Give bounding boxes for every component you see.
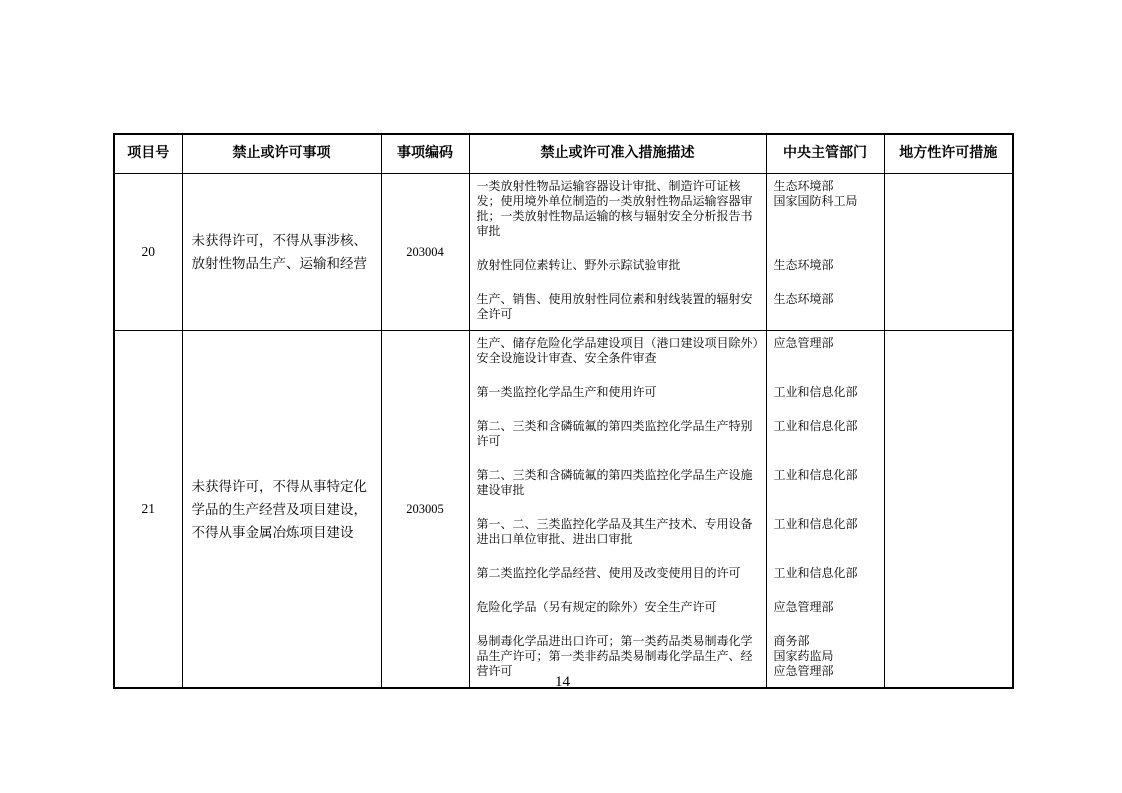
department-name: 工业和信息化部	[773, 566, 858, 580]
measure-text: 生产、销售、使用放射性同位素和射线装置的辐射安全许可	[469, 287, 766, 331]
measure-text: 一类放射性物品运输容器设计审批、制造许可证核发；使用境外单位制造的一类放射性物品运输容器审批；一类放射性物品运输的核与辐射安全分析报告书审批	[469, 174, 766, 254]
department-cell	[766, 414, 884, 463]
department-name: 生态环境部	[773, 292, 834, 306]
department-name: 国家国防科工局	[773, 194, 858, 208]
department-cell	[766, 595, 884, 629]
department-cell	[766, 512, 884, 561]
measure-text: 第一类监控化学品生产和使用许可	[469, 380, 766, 414]
table-row	[114, 331, 1013, 381]
department-name: 生态环境部	[773, 258, 834, 272]
local-measures-cell	[884, 174, 1013, 331]
department-cell	[766, 253, 884, 287]
header-prohibited-matter: 禁止或许可事项	[182, 134, 381, 174]
table-row	[114, 174, 1013, 254]
measure-text: 放射性同位素转让、野外示踪试验审批	[469, 253, 766, 287]
measure-text: 第二类监控化学品经营、使用及改变使用目的许可	[469, 561, 766, 595]
measure-text: 第二、三类和含磷硫氟的第四类监控化学品生产设施建设审批	[469, 463, 766, 512]
department-name: 生态环境部	[773, 179, 834, 193]
code-cell: 203005	[381, 331, 469, 689]
department-name: 应急管理部	[773, 336, 834, 350]
access-measures-table	[113, 133, 1014, 689]
department-name: 国家药监局	[773, 649, 834, 663]
measure-text: 易制毒化学品进出口许可；第一类药品类易制毒化学品生产许可；第一类非药品类易制毒化学品生产、经营许可	[469, 629, 766, 688]
department-name: 工业和信息化部	[773, 517, 858, 531]
department-cell	[766, 287, 884, 331]
department-name: 商务部	[773, 634, 810, 648]
page-number: 14	[555, 674, 570, 690]
table-header-row	[114, 134, 1013, 174]
department-cell	[766, 463, 884, 512]
local-measures-cell	[884, 331, 1013, 689]
department-cell	[766, 561, 884, 595]
measure-text: 第二、三类和含磷硫氟的第四类监控化学品生产特别许可	[469, 414, 766, 463]
code-cell: 203004	[381, 174, 469, 331]
header-matter-code: 事项编码	[381, 134, 469, 174]
header-central-department: 中央主管部门	[766, 134, 884, 174]
item-number-cell: 20	[114, 174, 182, 331]
header-local-measures: 地方性许可措施	[884, 134, 1013, 174]
department-name: 工业和信息化部	[773, 419, 858, 433]
header-measure-description: 禁止或许可准入措施描述	[469, 134, 766, 174]
department-name: 工业和信息化部	[773, 385, 858, 399]
measure-text: 危险化学品（另有规定的除外）安全生产许可	[469, 595, 766, 629]
item-text-cell: 未获得许可，不得从事特定化学品的生产经营及项目建设，不得从事金属冶炼项目建设	[182, 331, 381, 689]
measure-text: 第一、二、三类监控化学品及其生产技术、专用设备进出口单位审批、进出口审批	[469, 512, 766, 561]
item-number-cell: 21	[114, 331, 182, 689]
department-cell	[766, 174, 884, 254]
department-cell	[766, 380, 884, 414]
department-cell	[766, 331, 884, 381]
department-name: 应急管理部	[773, 600, 834, 614]
department-name: 工业和信息化部	[773, 468, 858, 482]
header-item-number: 项目号	[114, 134, 182, 174]
item-text-cell: 未获得许可，不得从事涉核、放射性物品生产、运输和经营	[182, 174, 381, 331]
measure-text: 生产、储存危险化学品建设项目（港口建设项目除外）安全设施设计审查、安全条件审查	[469, 331, 766, 381]
department-name: 应急管理部	[773, 664, 834, 678]
